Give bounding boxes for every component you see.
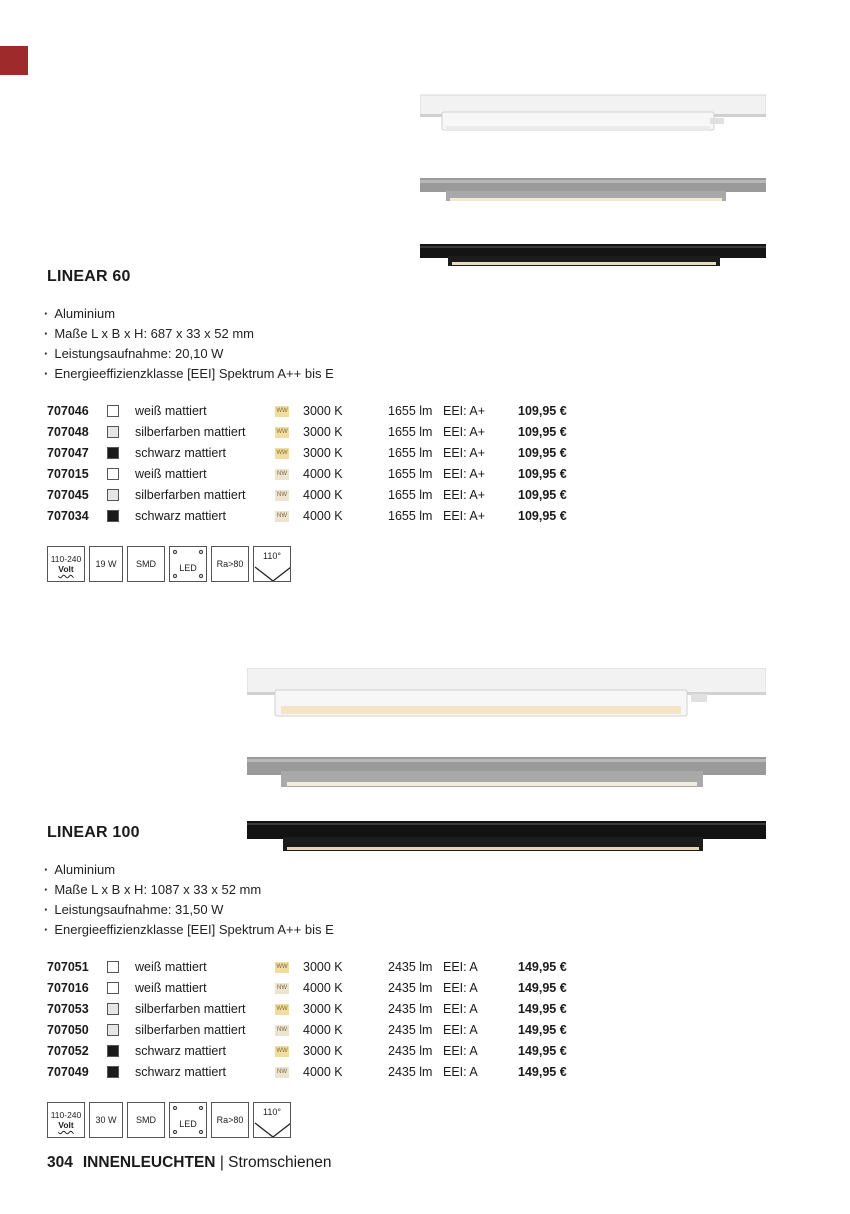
led-label: LED <box>179 1119 197 1129</box>
color-swatch-cell <box>107 956 135 977</box>
color-swatch-cell <box>107 484 135 505</box>
beam-angle-icon <box>253 546 291 582</box>
finish-label: silberfarben mattiert <box>135 1022 246 1037</box>
lamp-image-black-60 <box>420 244 766 270</box>
beam-angle-value: 110° <box>263 1107 281 1117</box>
finish-label: schwarz mattiert <box>135 1064 226 1079</box>
color-swatch-cell <box>107 977 135 998</box>
product-row <box>47 1040 567 1061</box>
color-swatch <box>107 1003 119 1015</box>
color-temperature: 3000 K <box>303 424 343 439</box>
light-color-badge: NW <box>275 983 289 994</box>
feature-list <box>47 304 567 384</box>
color-swatch-cell <box>107 1040 135 1061</box>
lamp-image-silver-100 <box>247 757 766 791</box>
product-row <box>47 1061 567 1082</box>
voltage-icon <box>47 546 85 582</box>
led-corner-dot <box>173 1106 177 1110</box>
section-title: LINEAR 60 <box>47 268 131 285</box>
led-corner-dot <box>199 1130 203 1134</box>
color-swatch <box>107 447 119 459</box>
color-swatch <box>107 961 119 973</box>
color-swatch-cell <box>107 463 135 484</box>
led-corner-dot <box>199 1106 203 1110</box>
article-number: 707034 <box>47 508 89 523</box>
smd-label: SMD <box>136 559 156 569</box>
color-swatch <box>107 489 119 501</box>
light-color-badge: WW <box>275 1046 289 1057</box>
color-temperature: 4000 K <box>303 980 343 995</box>
luminous-flux: 2435 lm <box>388 959 433 974</box>
light-color-badge: WW <box>275 1004 289 1015</box>
product-row <box>47 1019 567 1040</box>
led-label: LED <box>179 563 197 573</box>
finish-label: weiß mattiert <box>135 403 207 418</box>
page-footer <box>47 1154 332 1172</box>
product-row <box>47 400 567 421</box>
feature-item: · Leistungsaufnahme: 20,10 W <box>47 344 567 364</box>
price: 109,95 € <box>518 466 567 481</box>
product-row <box>47 421 567 442</box>
color-swatch-cell <box>107 1061 135 1082</box>
feature-item: · Maße L x B x H: 1087 x 33 x 52 mm <box>47 880 567 900</box>
footer-category: INNENLEUCHTEN <box>82 1154 216 1171</box>
spec-icons <box>47 1102 567 1138</box>
product-row <box>47 484 567 505</box>
article-number: 707016 <box>47 980 89 995</box>
led-corner-dot <box>173 574 177 578</box>
energy-class: EEI: A+ <box>443 487 486 502</box>
finish-label: weiß mattiert <box>135 980 207 995</box>
energy-class: EEI: A+ <box>443 466 486 481</box>
luminous-flux: 1655 lm <box>388 508 433 523</box>
page-number: 304 <box>47 1154 73 1171</box>
voltage-label: Volt <box>58 564 74 574</box>
lamp-image-white-100 <box>247 668 766 722</box>
footer-subcategory: Stromschienen <box>228 1154 332 1171</box>
energy-class: EEI: A+ <box>443 403 486 418</box>
light-color-badge: WW <box>275 962 289 973</box>
light-color-badge-cell <box>275 998 303 1019</box>
feature-item: · Aluminium <box>47 860 567 880</box>
light-color-badge: WW <box>275 427 289 438</box>
color-swatch <box>107 468 119 480</box>
feature-list <box>47 860 567 940</box>
light-color-badge: NW <box>275 469 289 480</box>
light-color-badge-cell <box>275 956 303 977</box>
product-section-linear-60 <box>47 268 567 582</box>
ra-value: Ra>80 <box>216 1115 244 1125</box>
light-color-badge: NW <box>275 1067 289 1078</box>
feature-item: · Energieeffizienzklasse [EEI] Spektrum A++ bis E <box>47 920 567 940</box>
luminous-flux: 2435 lm <box>388 1043 433 1058</box>
color-rendering-icon <box>211 1102 249 1138</box>
product-row <box>47 956 567 977</box>
article-number: 707048 <box>47 424 89 439</box>
energy-class: EEI: A <box>443 959 478 974</box>
energy-class: EEI: A+ <box>443 424 486 439</box>
energy-class: EEI: A+ <box>443 508 486 523</box>
color-temperature: 4000 K <box>303 487 343 502</box>
color-swatch <box>107 1066 119 1078</box>
light-color-badge-cell <box>275 463 303 484</box>
light-color-badge: NW <box>275 511 289 522</box>
led-icon <box>169 1102 207 1138</box>
article-number: 707015 <box>47 466 89 481</box>
finish-label: weiß mattiert <box>135 959 207 974</box>
led-corner-dot <box>173 550 177 554</box>
article-number: 707049 <box>47 1064 89 1079</box>
product-section-linear-100 <box>47 824 567 1138</box>
article-number: 707046 <box>47 403 89 418</box>
smd-label: SMD <box>136 1115 156 1125</box>
smd-icon <box>127 1102 165 1138</box>
beam-angle-lines <box>254 1103 291 1138</box>
light-color-badge: WW <box>275 406 289 417</box>
color-swatch <box>107 510 119 522</box>
article-number: 707045 <box>47 487 89 502</box>
energy-class: EEI: A+ <box>443 445 486 460</box>
energy-class: EEI: A <box>443 1022 478 1037</box>
section-title: LINEAR 100 <box>47 824 140 841</box>
product-table <box>47 956 567 1082</box>
color-swatch <box>107 982 119 994</box>
product-row <box>47 998 567 1019</box>
light-color-badge-cell <box>275 977 303 998</box>
led-corner-dot <box>199 574 203 578</box>
luminous-flux: 1655 lm <box>388 466 433 481</box>
wattage-icon <box>89 1102 123 1138</box>
energy-class: EEI: A <box>443 1043 478 1058</box>
feature-item: · Maße L x B x H: 687 x 33 x 52 mm <box>47 324 567 344</box>
luminous-flux: 2435 lm <box>388 1001 433 1016</box>
finish-label: schwarz mattiert <box>135 445 226 460</box>
price: 109,95 € <box>518 445 567 460</box>
price: 149,95 € <box>518 980 567 995</box>
light-color-badge-cell <box>275 505 303 526</box>
finish-label: silberfarben mattiert <box>135 487 246 502</box>
led-corner-dot <box>199 550 203 554</box>
voltage-label: Volt <box>58 1120 74 1130</box>
article-number: 707051 <box>47 959 89 974</box>
article-number: 707053 <box>47 1001 89 1016</box>
energy-class: EEI: A <box>443 1064 478 1079</box>
light-color-badge-cell <box>275 400 303 421</box>
light-color-badge-cell <box>275 1019 303 1040</box>
product-row <box>47 463 567 484</box>
price: 109,95 € <box>518 424 567 439</box>
voltage-icon <box>47 1102 85 1138</box>
color-swatch <box>107 426 119 438</box>
price: 109,95 € <box>518 487 567 502</box>
ra-value: Ra>80 <box>216 559 244 569</box>
article-number: 707047 <box>47 445 89 460</box>
lamp-image-silver-60 <box>420 178 766 206</box>
article-number: 707050 <box>47 1022 89 1037</box>
article-number: 707052 <box>47 1043 89 1058</box>
color-temperature: 3000 K <box>303 403 343 418</box>
finish-label: silberfarben mattiert <box>135 1001 246 1016</box>
corner-tab-marker <box>0 46 28 75</box>
luminous-flux: 1655 lm <box>388 424 433 439</box>
energy-class: EEI: A <box>443 980 478 995</box>
light-color-badge-cell <box>275 484 303 505</box>
color-temperature: 4000 K <box>303 1064 343 1079</box>
product-row <box>47 977 567 998</box>
feature-item: · Leistungsaufnahme: 31,50 W <box>47 900 567 920</box>
product-table <box>47 400 567 526</box>
price: 149,95 € <box>518 1064 567 1079</box>
price: 109,95 € <box>518 403 567 418</box>
wattage-value: 30 W <box>95 1115 117 1125</box>
color-temperature: 3000 K <box>303 445 343 460</box>
price: 109,95 € <box>518 508 567 523</box>
light-color-badge: WW <box>275 448 289 459</box>
price: 149,95 € <box>518 1043 567 1058</box>
wattage-icon <box>89 546 123 582</box>
beam-angle-value: 110° <box>263 551 281 561</box>
color-swatch-cell <box>107 998 135 1019</box>
color-temperature: 3000 K <box>303 1001 343 1016</box>
luminous-flux: 1655 lm <box>388 403 433 418</box>
finish-label: silberfarben mattiert <box>135 424 246 439</box>
wattage-value: 19 W <box>95 559 117 569</box>
light-color-badge-cell <box>275 442 303 463</box>
light-color-badge-cell <box>275 1040 303 1061</box>
light-color-badge-cell <box>275 1061 303 1082</box>
light-color-badge: NW <box>275 1025 289 1036</box>
luminous-flux: 2435 lm <box>388 1022 433 1037</box>
color-swatch-cell <box>107 505 135 526</box>
finish-label: schwarz mattiert <box>135 508 226 523</box>
luminous-flux: 2435 lm <box>388 980 433 995</box>
led-corner-dot <box>173 1130 177 1134</box>
voltage-range: 110-240 <box>50 554 82 564</box>
color-swatch-cell <box>107 442 135 463</box>
smd-icon <box>127 546 165 582</box>
color-temperature: 4000 K <box>303 508 343 523</box>
color-rendering-icon <box>211 546 249 582</box>
color-swatch <box>107 1024 119 1036</box>
beam-angle-lines <box>254 547 291 582</box>
price: 149,95 € <box>518 1022 567 1037</box>
price: 149,95 € <box>518 959 567 974</box>
color-swatch-cell <box>107 1019 135 1040</box>
beam-angle-icon <box>253 1102 291 1138</box>
color-swatch <box>107 1045 119 1057</box>
light-color-badge-cell <box>275 421 303 442</box>
lamp-image-white-60 <box>420 92 766 136</box>
luminous-flux: 1655 lm <box>388 487 433 502</box>
finish-label: schwarz mattiert <box>135 1043 226 1058</box>
light-color-badge: NW <box>275 490 289 501</box>
price: 149,95 € <box>518 1001 567 1016</box>
color-swatch <box>107 405 119 417</box>
footer-separator: | <box>219 1154 224 1171</box>
feature-item: · Energieeffizienzklasse [EEI] Spektrum A++ bis E <box>47 364 567 384</box>
color-temperature: 4000 K <box>303 1022 343 1037</box>
product-row <box>47 505 567 526</box>
color-swatch-cell <box>107 421 135 442</box>
color-temperature: 3000 K <box>303 959 343 974</box>
color-temperature: 4000 K <box>303 466 343 481</box>
feature-item: · Aluminium <box>47 304 567 324</box>
color-temperature: 3000 K <box>303 1043 343 1058</box>
energy-class: EEI: A <box>443 1001 478 1016</box>
luminous-flux: 1655 lm <box>388 445 433 460</box>
voltage-range: 110-240 <box>50 1110 82 1120</box>
led-icon <box>169 546 207 582</box>
luminous-flux: 2435 lm <box>388 1064 433 1079</box>
spec-icons <box>47 546 567 582</box>
color-swatch-cell <box>107 400 135 421</box>
finish-label: weiß mattiert <box>135 466 207 481</box>
product-row <box>47 442 567 463</box>
